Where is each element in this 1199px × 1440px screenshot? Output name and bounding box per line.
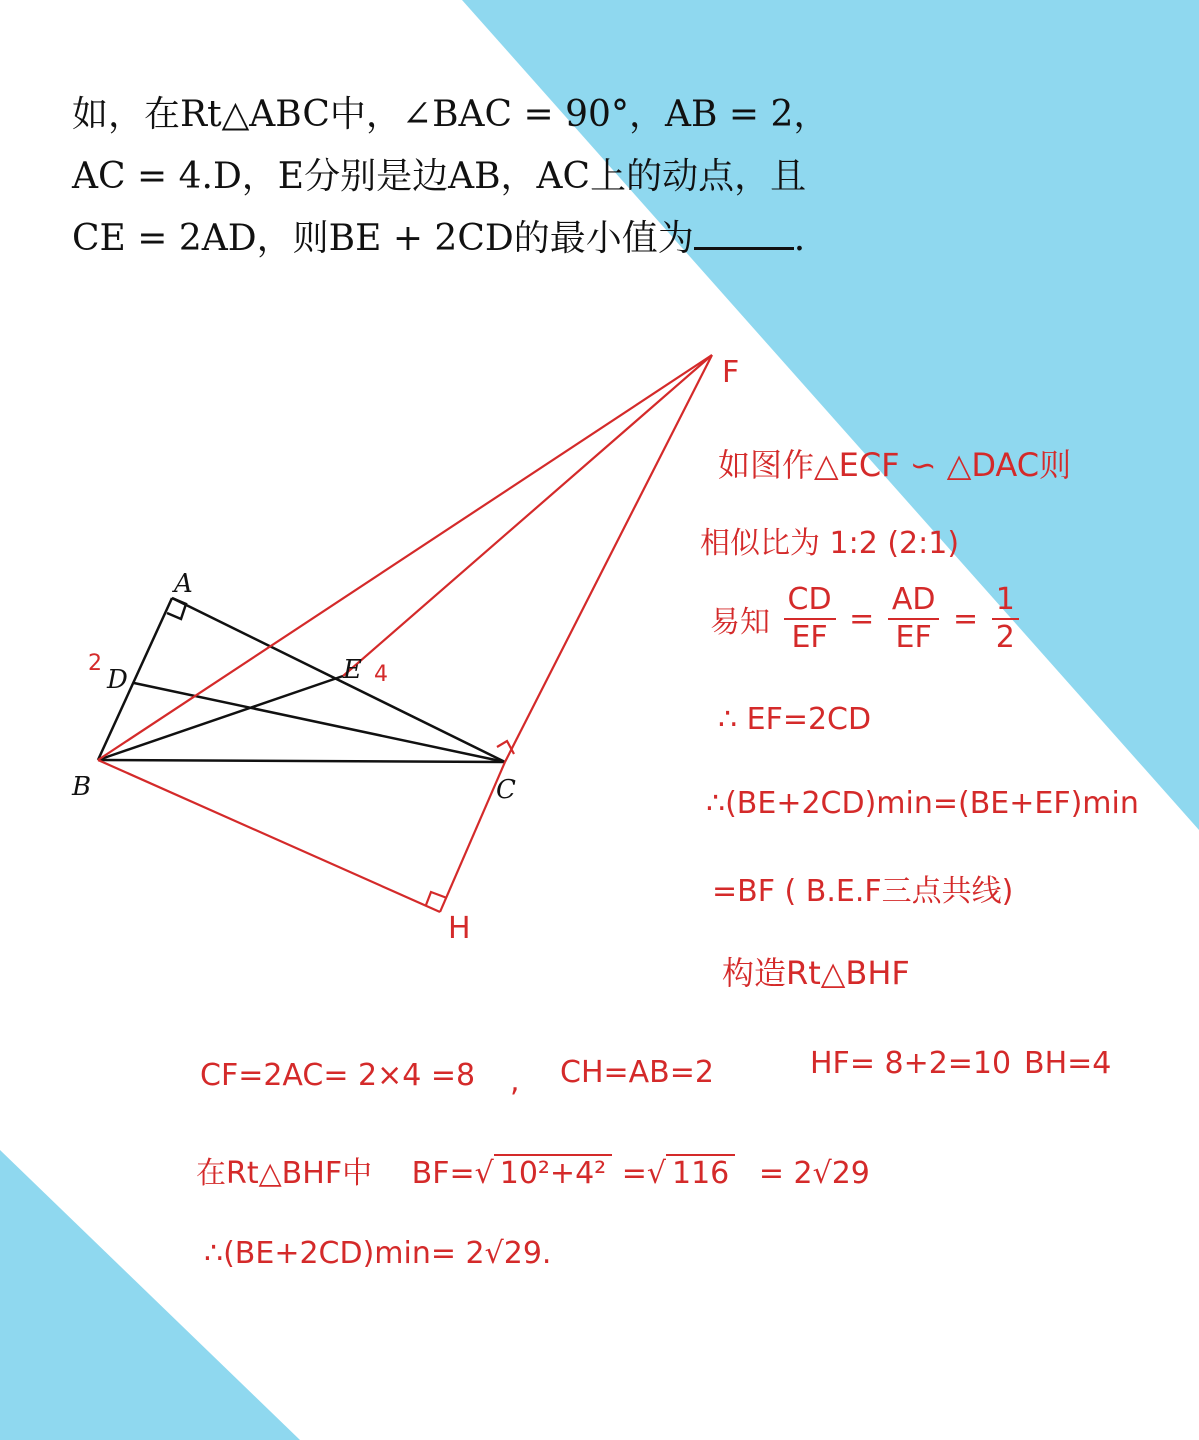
segment-bf [98,355,712,760]
fraction-one-half-num: 1 [992,582,1019,620]
calc-bf-label: BF= [411,1156,475,1191]
fraction-one-half [992,582,1019,656]
calc-bf-line [196,1148,870,1192]
solution-step-5: ∴(BE+2CD)min=(BE+EF)min [706,786,1139,821]
solution-step-4: ∴ EF=2CD [718,702,872,737]
calc-ch: CH=AB=2 [560,1055,714,1090]
segment-cf [505,355,712,762]
solution-step-7: 构造Rt△BHF [722,954,910,992]
fraction-ad-ef-num: AD [888,582,940,620]
solution-step-3 [710,582,1023,656]
problem-line-3-end: . [793,218,806,259]
label-c: C [496,775,516,805]
calc-separator: , [510,1064,520,1099]
equals-2: = [953,601,979,637]
problem-line-3-text: CE = 2AD，则BE + 2CD的最小值为 [72,218,694,259]
solution-step-1: 如图作△ECF ∽ △DAC则 [718,446,1072,484]
label-d: D [107,665,128,695]
calc-bf-equals: = [621,1156,647,1191]
calc-bf-result: = 2√29 [758,1156,870,1191]
fraction-ad-ef-den: EF [895,620,932,655]
calc-cf: CF=2AC= 2×4 =8 [200,1058,476,1093]
label-e: E [343,655,362,685]
segment-ac [172,598,505,762]
segment-bh [98,760,440,912]
solution-step-6: =BF ( B.E.F三点共线) [712,874,1014,909]
fraction-cd-ef-den: EF [791,620,828,655]
problem-line-2: AC = 4.D，E分别是边AB，AC上的动点，且 [72,156,807,197]
solution-step-3-prefix: 易知 [710,605,770,640]
label-b: B [72,772,92,802]
equals-1: = [849,601,875,637]
segment-dc [134,683,505,762]
calc-bh: BH=4 [1024,1046,1112,1081]
fraction-cd-ef [784,582,836,656]
label-ab-part: 2 [88,651,102,676]
segment-bc [98,760,505,762]
problem-line-1: 如，在Rt△ABC中，∠BAC = 90°，AB = 2， [72,94,830,135]
label-f: F [722,355,740,390]
solution-step-2: 相似比为 1:2 (2:1) [700,526,960,561]
fraction-cd-ef-num: CD [784,582,836,620]
calc-bf-prefix: 在Rt△BHF中 [196,1156,373,1191]
calc-hf: HF= 8+2=10 [810,1046,1012,1081]
final-answer: ∴(BE+2CD)min= 2√29. [204,1236,552,1271]
segment-be [98,676,343,760]
segment-ef [343,355,712,676]
label-a: A [174,569,193,599]
label-ae-part: 4 [374,662,388,687]
sqrt-sign-2: √ [646,1156,666,1191]
fraction-ad-ef [888,582,940,656]
label-h: H [448,911,471,946]
sqrt-sign-1: √ [474,1156,494,1191]
fraction-one-half-den: 2 [995,620,1015,655]
radicand-2: 116 [666,1154,735,1191]
right-angle-mark-c [497,741,514,754]
radicand-1: 10²+4² [494,1154,612,1191]
